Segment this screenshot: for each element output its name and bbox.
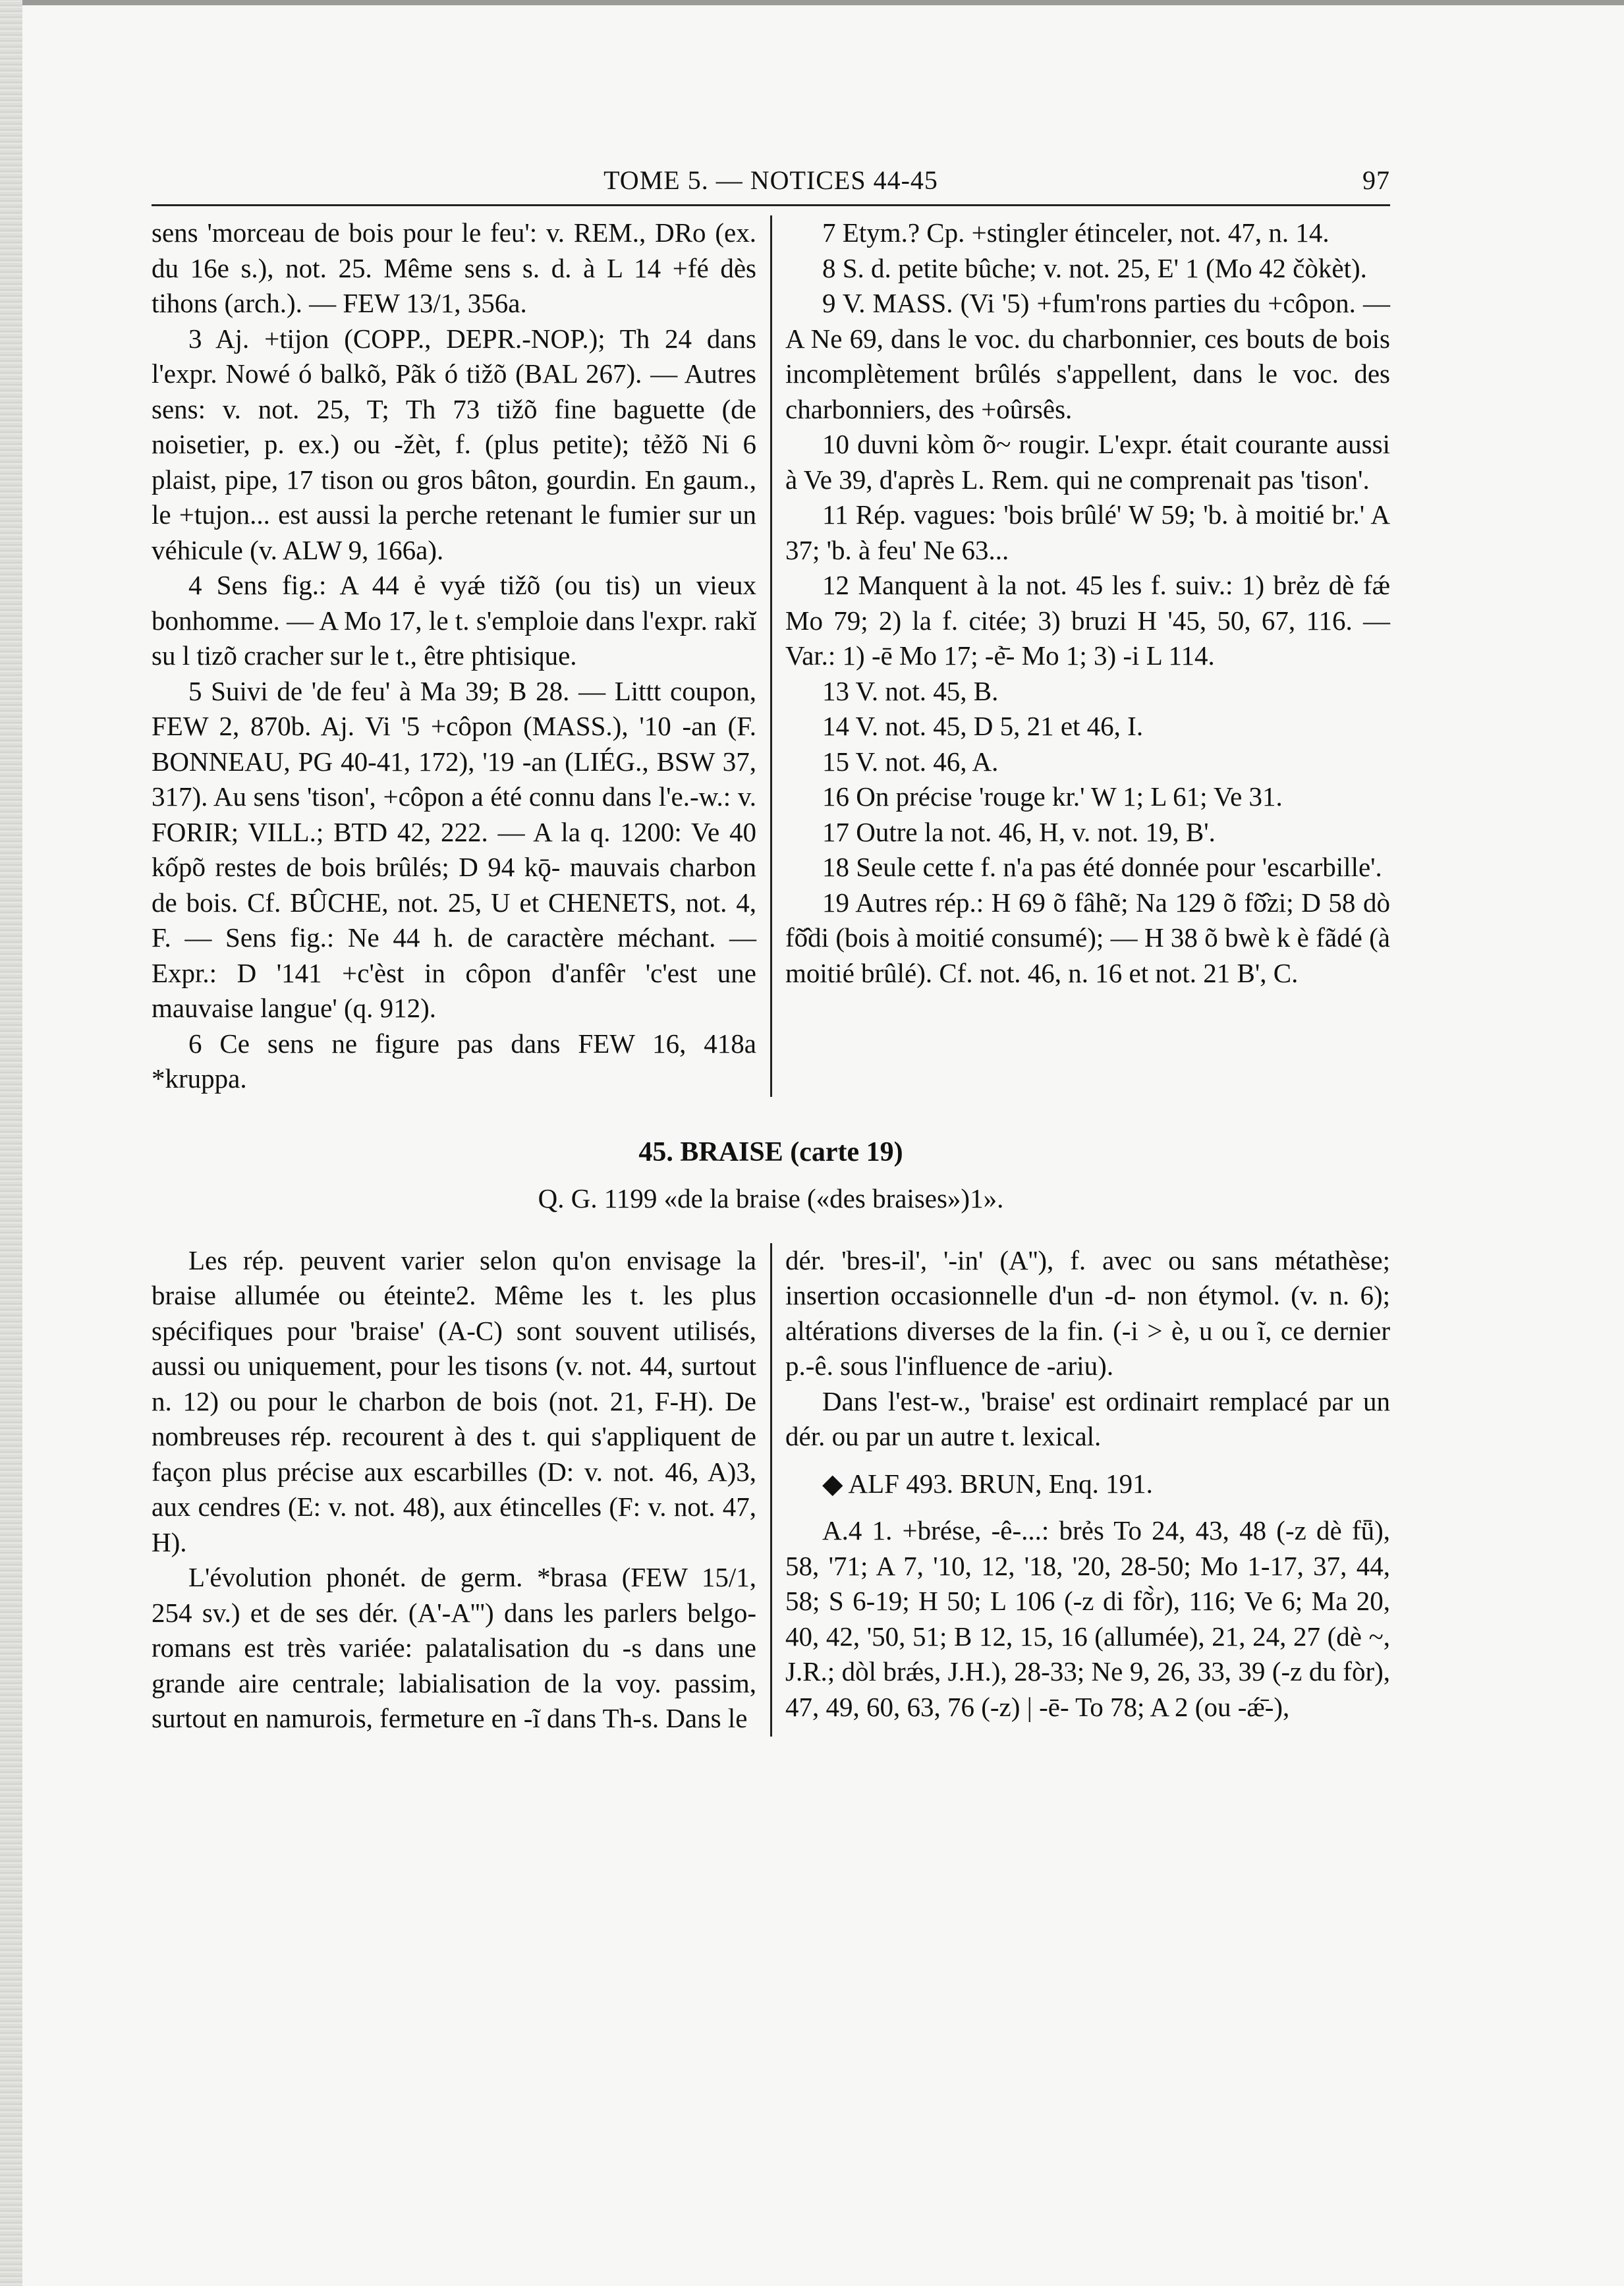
footnote-4: 4 Sens fig.: A 44 ẻ vyǽ tižõ (ou tis) un vieux bonhomme. — A Mo 17, le t. s'emploie dans l'expr. rakĭ su l tizõ cracher sur le t., être phtisique. [152, 570, 756, 671]
footnote-18: 18 Seule cette f. n'a pas été donnée pour 'escarbille'. [822, 852, 1382, 882]
header-rule [152, 204, 1390, 206]
page-number: 97 [1362, 165, 1390, 195]
section-question: Q. G. 1199 «de la braise («des braises»)1». [538, 1183, 1004, 1213]
footnote-15: 15 V. not. 46, A. [822, 746, 999, 777]
column-rule [770, 215, 772, 1097]
running-header [152, 165, 1390, 200]
body-paragraph: Dans l'est-w., 'braise' est ordinairt remplacé par un dér. ou par un autre t. lexical. [785, 1385, 1390, 1451]
footnote-16: 16 On précise 'rouge kr.' W 1; L 61; Ve 31. [822, 781, 1283, 812]
footnote-5: 5 Suivi de 'de feu' à Ma 39; B 28. — Littt coupon, FEW 2, 870b. Aj. Vi '5 +côpon (MASS.), '10 -an (F. BONNEAU, PG 40-41, 172), '19 -an (LIÉG., BSW 37, 317). Au sens 'tison', +côpon a été connu dans l'e.-w.: v. FORIR; VILL.; BTD 42, 222. — A la q. 1200: Ve 40 kốpõ restes de bois brûlés; D 94 kǭ- mauvais charbon de bois. Cf. BÛCHE, not. 25, U et CHENETS, not. 4, F. — Sens fig.: Ne 44 h. de caractère méchant. — Expr.: D '141 +c'èst in côpon d'anfêr 'c'est une mauvaise langue' (q. 912). [152, 675, 756, 1023]
column-gap [756, 215, 785, 1097]
footnote-8: 8 S. d. petite bûche; v. not. 25, E' 1 (Mo 42 čòkèt). [822, 252, 1367, 283]
alf-reference: ◆ ALF 493. BRUN, Enq. 191. [822, 1468, 1153, 1499]
footnote-14: 14 V. not. 45, D 5, 21 et 46, I. [822, 711, 1144, 741]
footnote-continued: sens 'morceau de bois pour le feu': v. REM., DRo (ex. du 16e s.), not. 25. Même sens s. d. à L 14 +fé dès tihons (arch.). — FEW 13/1, 356a. [152, 217, 756, 318]
footnote-17: 17 Outre la not. 46, H, v. not. 19, B'. [822, 816, 1216, 847]
footnote-19: 19 Autres rép.: H 69 õ fâhẽ; Na 129 õ fõ̂zi; D 58 dò fõ̂di (bois à moitié consumé); — H 38 õ bwè k è fãdé (à moitié brûlé). Cf. not. 46, n. 16 et not. 21 B', C. [785, 887, 1390, 988]
body-paragraph: dér. 'bres-il', '-in' (A''), f. avec ou sans métathèse; insertion occasionnelle d'un -d- non étymol. (v. n. 6); altérations diverses de la fin. (-i > è, u ou ĩ, ce dernier p.-ê. sous l'influence de -ariu). [785, 1244, 1390, 1381]
footnote-10: 10 duvni kòm õ~ rougir. L'expr. était courante aussi à Ve 39, d'après L. Rem. qui ne comprenait pas 'tison'. [785, 429, 1390, 495]
section-title: 45. BRAISE (carte 19) [638, 1136, 903, 1167]
column-gap [756, 1243, 785, 1737]
footnote-13: 13 V. not. 45, B. [822, 675, 999, 706]
footnote-3: 3 Aj. +tijon (COPP., DEPR.-NOP.); Th 24 dans l'expr. Nowé ó balkõ, Pãk ó tižõ (BAL 267). — Autres sens: v. not. 25, T; Th 73 tižõ fine baguette (de noisetier, p. ex.) ou -žèt, f. (plus petite); tẻžõ Ni 6 plaist, pipe, 17 tison ou gros bâton, gourdin. En gaum., le +tujon... est aussi la perche retenant le fumier sur un véhicule (v. ALW 9, 166a). [152, 323, 756, 565]
body-columns [152, 1243, 1390, 1737]
body-paragraph: Les rép. peuvent varier selon qu'on envisage la braise allumée ou éteinte2. Même les t. les plus spécifiques pour 'braise' (A-C) sont souvent utilisés, aussi ou uniquement, pour les tisons (v. not. 44, surtout n. 12) ou pour le charbon de bois (not. 21, F-H). De nombreuses rép. recourent à des t. qui s'appliquent de façon plus précise aux escarbilles (D: v. not. 46, A)3, aux cendres (E: v. not. 48), aux étincelles (F: v. not. 47, H). [152, 1244, 756, 1557]
footnote-7: 7 Etym.? Cp. +stingler étinceler, not. 47, n. 14. [822, 217, 1330, 248]
body-paragraph: L'évolution phonét. de germ. *brasa (FEW 15/1, 254 sv.) et de ses dér. (A'-A''') dans les parlers belgo-romans est très variée: palatalisation du -s dans une grande aire centrale; labialisation de la voy. passim, surtout en namurois, fermeture en -ĩ dans Th-s. Dans le [152, 1562, 756, 1733]
footnote-11: 11 Rép. vagues: 'bois brûlé' W 59; 'b. à moitié br.' A 37; 'b. à feu' Ne 63... [785, 499, 1390, 565]
footnote-12: 12 Manquent à la not. 45 les f. suiv.: 1) brẻz dè fǽ Mo 79; 2) la f. citée; 3) bruzi H '45, 50, 67, 116. — Var.: 1) -ē Mo 17; -ẻ̄- Mo 1; 3) -i L 114. [785, 570, 1390, 671]
scan-left-edge [0, 0, 22, 2286]
entry-a: A.4 1. +brése, -ê-...: brẻs To 24, 43, 48 (-z dè fǖ), 58, '71; A 7, '10, 12, '18, '20, 28-50; Mo 1-17, 37, 44, 58; S 6-19; H 50; L 106 (-z di fõ̀r), 116; Ve 6; Ma 20, 40, 42, '50, 51; B 12, 15, 16 (allumée), 21, 24, 27 (dè ~, J.R.; dòl brǽs, J.H.), 28-33; Ne 9, 26, 33, 39 (-z du fòr), 47, 49, 60, 63, 76 (-z) | -ē- To 78; A 2 (ou -ǽ̄-), [785, 1515, 1390, 1722]
book-page [152, 165, 1390, 1737]
body-left-column [152, 1243, 756, 1737]
footnotes-right-column [785, 215, 1390, 1097]
column-rule [770, 1243, 772, 1737]
footnotes-left-column [152, 215, 756, 1097]
footnote-9: 9 V. MASS. (Vi '5) +fum'rons parties du +côpon. — A Ne 69, dans le voc. du charbonnier, ces bouts de bois incomplètement brûlés s'appellent, dans le voc. des charbonniers, des +oûrsês. [785, 288, 1390, 424]
scan-top-edge [0, 0, 1624, 5]
body-right-column [785, 1243, 1390, 1737]
footnotes-columns [152, 215, 1390, 1097]
footnote-6: 6 Ce sens ne figure pas dans FEW 16, 418a *kruppa. [152, 1028, 756, 1094]
running-title: TOME 5. — NOTICES 44-45 [603, 165, 938, 195]
